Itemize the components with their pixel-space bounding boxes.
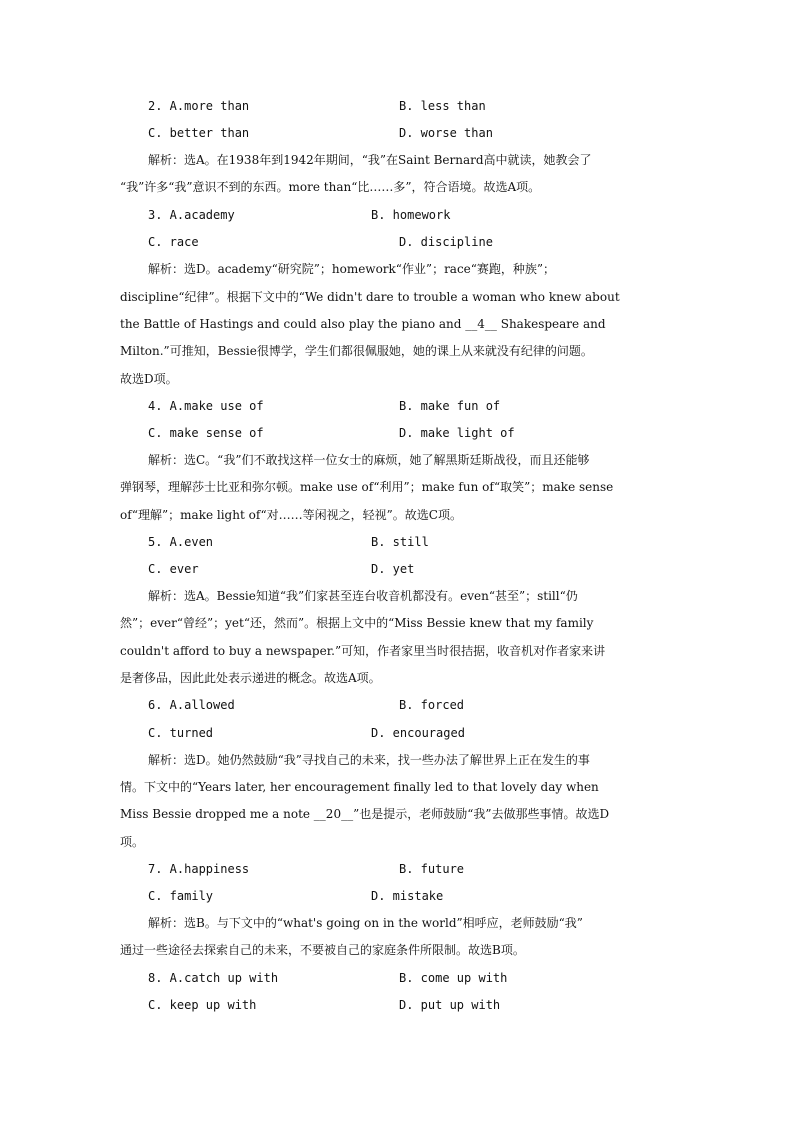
- explanation-7-line1: 解析：选B。与下文中的“what's going on in the world”相呼应，老师鼓励“我”: [148, 916, 583, 930]
- option-2d: D. worse than: [399, 126, 493, 140]
- explanation-6-line1: 解析：选D。她仍然鼓励“我”寻找自己的未来，找一些办法了解世界上正在发生的事: [148, 753, 590, 767]
- option-3b: B. homework: [371, 208, 451, 222]
- option-4b: B. make fun of: [399, 399, 501, 413]
- explanation-5-line4: 是奢侈品，因此此处表示递进的概念。故选A项。: [120, 671, 381, 685]
- option-7d: D. mistake: [371, 889, 444, 903]
- option-6d: D. encouraged: [371, 726, 465, 740]
- explanation-3-line4: Milton.”可推知，Bessie很博学，学生们都很佩服她，她的课上从来就没有纪律的问题。: [120, 344, 593, 358]
- option-7c: C. family: [148, 889, 214, 903]
- explanation-5-line2: 然”；ever“曾经”；yet“还，然而”。根据上文中的“Miss Bessie knew that my family: [120, 616, 594, 630]
- option-5a: 5. A.even: [148, 535, 214, 549]
- option-8b: B. come up with: [399, 971, 508, 985]
- explanation-4-line3: of“理解”；make light of“对……等闲视之，轻视”。故选C项。: [120, 508, 462, 522]
- option-5c: C. ever: [148, 562, 199, 576]
- explanation-6-line4: 项。: [120, 835, 145, 849]
- option-3c: C. race: [148, 235, 199, 249]
- option-8c: C. keep up with: [148, 998, 257, 1012]
- option-4d: D. make light of: [399, 426, 515, 440]
- option-8d: D. put up with: [399, 998, 501, 1012]
- explanation-2-line1: 解析：选A。在1938年到1942年期间，“我”在Saint Bernard高中就读，她教会了: [148, 153, 592, 167]
- explanation-7-line2: 通过一些途径去探索自己的未来，不要被自己的家庭条件所限制。故选B项。: [120, 943, 525, 957]
- explanation-2-line2: “我”许多“我”意识不到的东西。more than“比……多”，符合语境。故选A项。: [120, 180, 541, 194]
- option-4c: C. make sense of: [148, 426, 264, 440]
- option-2c: C. better than: [148, 126, 250, 140]
- option-2b: B. less than: [399, 99, 486, 113]
- option-2a: 2. A.more than: [148, 99, 250, 113]
- explanation-3-line5: 故选D项。: [120, 372, 178, 386]
- option-6a: 6. A.allowed: [148, 698, 235, 712]
- explanation-4-line1: 解析：选C。“我”们不敢找这样一位女士的麻烦，她了解黑斯廷斯战役，而且还能够: [148, 453, 590, 467]
- explanation-6-line2: 情。下文中的“Years later, her encouragement finally led to that lovely day when: [120, 780, 599, 794]
- option-8a: 8. A.catch up with: [148, 971, 279, 985]
- explanation-5-line1: 解析：选A。Bessie知道“我”们家甚至连台收音机都没有。even“甚至”；still“仍: [148, 589, 578, 603]
- explanation-6-line3: Miss Bessie dropped me a note __20__”也是提示，老师鼓励“我”去做那些事情。故选D: [120, 807, 610, 821]
- option-6c: C. turned: [148, 726, 214, 740]
- option-7a: 7. A.happiness: [148, 862, 250, 876]
- option-5d: D. yet: [371, 562, 415, 576]
- option-6b: B. forced: [399, 698, 465, 712]
- explanation-3-line1: 解析：选D。academy“研究院”；homework“作业”；race“赛跑，种族”；: [148, 262, 556, 276]
- explanation-5-line3: couldn't afford to buy a newspaper.”可知，作者家里当时很拮据，收音机对作者家来讲: [120, 644, 606, 658]
- option-7b: B. future: [399, 862, 465, 876]
- option-5b: B. still: [371, 535, 429, 549]
- option-3a: 3. A.academy: [148, 208, 235, 222]
- explanation-4-line2: 弹钢琴，理解莎士比亚和弥尔顿。make use of“利用”；make fun of“取笑”；make sense: [120, 480, 614, 494]
- option-4a: 4. A.make use of: [148, 399, 264, 413]
- option-3d: D. discipline: [399, 235, 493, 249]
- explanation-3-line2: discipline“纪律”。根据下文中的“We didn't dare to trouble a woman who knew about: [120, 290, 620, 304]
- explanation-3-line3: the Battle of Hastings and could also play the piano and __4__ Shakespeare and: [120, 317, 606, 331]
